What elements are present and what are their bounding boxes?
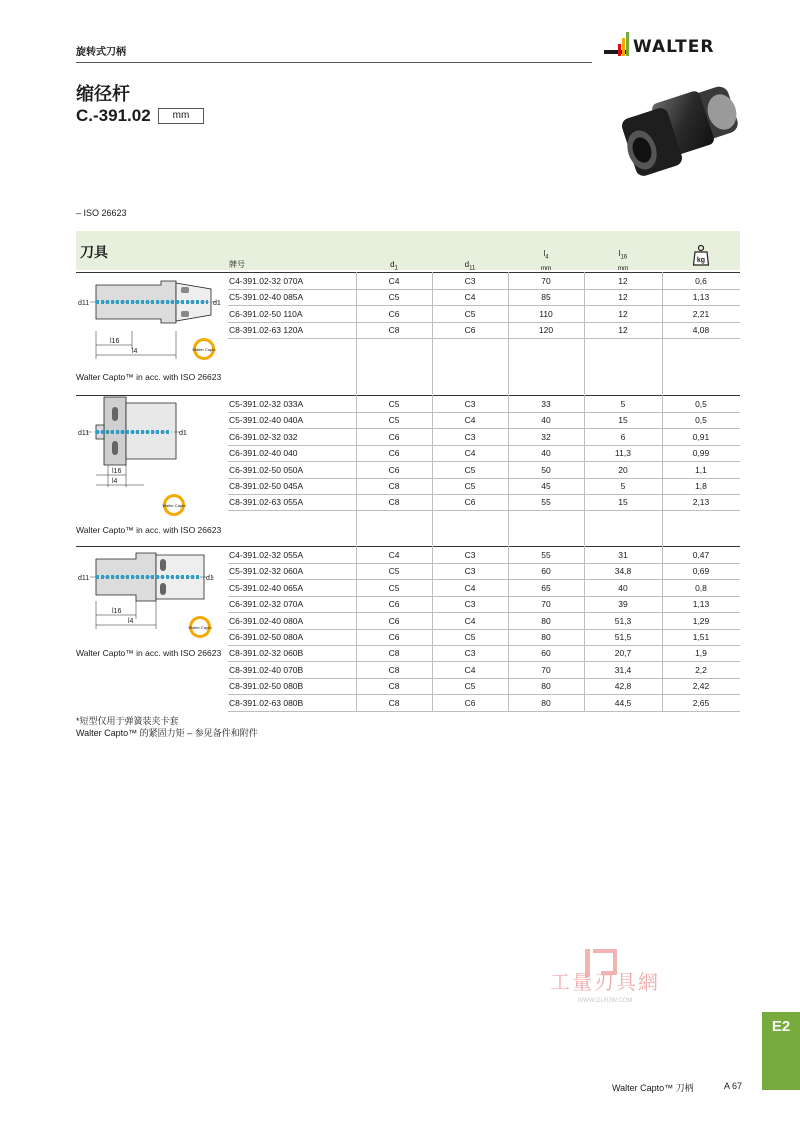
cell-code: C6-391.02-50 110A — [229, 308, 303, 319]
cell-l16: 6 — [620, 431, 626, 442]
cell-d1: C6 — [388, 615, 400, 626]
cell-kg: 2,2 — [695, 664, 707, 675]
cell-l16: 12 — [618, 325, 628, 336]
dim-d11: d11 — [78, 430, 90, 437]
cell-l4: 80 — [541, 697, 551, 708]
cell-kg: 1,1 — [695, 464, 707, 475]
cell-d1: C8 — [388, 325, 400, 336]
cell-l4: 55 — [541, 497, 551, 508]
capto-standard-note: Walter Capto™ in acc. with ISO 26623 — [76, 372, 222, 382]
cell-l16: 34,8 — [614, 566, 632, 577]
cell-kg: 0,91 — [692, 431, 710, 442]
row-divider — [228, 711, 740, 712]
cell-l16: 11,3 — [615, 448, 631, 459]
drawing-stepped-shank — [76, 549, 226, 641]
cell-code: C6-391.02-40 040 — [229, 448, 298, 459]
weight-unit-label: kg — [696, 257, 706, 264]
capto-badge-icon — [162, 494, 186, 516]
cell-l16: 51,5 — [614, 632, 632, 642]
cell-kg: 2,13 — [692, 497, 710, 508]
cell-kg: 2,42 — [692, 681, 710, 692]
page-number: A 67 — [724, 1081, 743, 1091]
dim-d11: d11 — [78, 300, 90, 307]
cell-l4: 60 — [541, 648, 551, 659]
cell-d1: C8 — [388, 664, 400, 675]
dim-l16: l16 — [112, 608, 122, 615]
drawing-short-shank — [76, 395, 226, 520]
footnote-collet: *短型仅用于弹簧装夹卡套 — [76, 716, 179, 726]
cell-code: C6-391.02-32 070A — [229, 599, 304, 610]
standard-note: – ISO 26623 — [76, 208, 127, 218]
cell-code: C4-391.02-32 070A — [229, 276, 304, 286]
watermark-logo-icon — [535, 945, 675, 991]
cell-l4: 50 — [541, 464, 551, 475]
cell-d11: C5 — [464, 681, 476, 692]
dim-l16: l16 — [112, 468, 122, 475]
cell-d11: C5 — [464, 464, 476, 475]
cell-l4: 40 — [541, 448, 551, 459]
col-header-code: 牌号 — [229, 260, 245, 269]
cell-kg: 0,5 — [695, 399, 707, 409]
dim-l4: l4 — [132, 348, 138, 355]
cell-l4: 33 — [541, 399, 551, 409]
cell-d1: C5 — [388, 582, 400, 593]
page-title: 缩径杆 — [76, 84, 130, 104]
cell-d11: C6 — [464, 497, 476, 508]
col-header-d1: $d_1$ — [390, 260, 398, 272]
cell-d11: C4 — [464, 664, 476, 675]
dim-d1: d1 — [213, 300, 221, 307]
cell-l16: 12 — [618, 276, 628, 286]
cell-d1: C8 — [388, 681, 400, 692]
cell-code: C8-391.02-50 080B — [229, 681, 304, 692]
cell-code: C6-391.02-40 080A — [229, 615, 304, 626]
cell-code: C5-391.02-32 060A — [229, 566, 304, 577]
watermark — [535, 945, 675, 1025]
cell-l16: 5 — [620, 399, 626, 409]
dim-d11: d11 — [78, 575, 90, 582]
cell-d11: C5 — [464, 481, 476, 491]
row-divider — [228, 338, 740, 339]
dim-d1: d1 — [179, 430, 187, 437]
cell-d1: C8 — [388, 697, 400, 708]
cell-d11: C4 — [464, 448, 476, 459]
col-header-l16: $l_{16}$ mm — [617, 249, 629, 272]
cell-d1: C4 — [388, 276, 400, 286]
cell-d11: C4 — [464, 415, 476, 426]
cell-code: C6-391.02-32 032 — [229, 431, 298, 442]
cell-code: C6-391.02-50 080A — [229, 632, 304, 642]
cell-l4: 65 — [541, 582, 551, 593]
cell-code: C8-391.02-32 060B — [229, 648, 304, 659]
cell-d1: C5 — [388, 292, 400, 303]
capto-badge-icon — [192, 338, 216, 360]
cell-l4: 40 — [541, 415, 551, 426]
footnote-torque: Walter Capto™ 的紧固力矩 – 参见备件和附件 — [76, 728, 258, 738]
capto-standard-note: Walter Capto™ in acc. with ISO 26623 — [76, 648, 222, 658]
cell-d11: C4 — [464, 615, 476, 626]
cell-l4: 70 — [541, 599, 551, 610]
cell-d1: C6 — [388, 464, 400, 475]
col-header-l4: $l_4$ mm — [540, 249, 552, 272]
cell-l16: 42,8 — [614, 681, 632, 692]
dim-l16: l16 — [110, 338, 120, 345]
walter-logo — [600, 30, 740, 62]
cell-kg: 0,99 — [692, 448, 710, 459]
cell-l16: 44,5 — [614, 697, 632, 708]
row-divider — [228, 510, 740, 511]
cell-d11: C3 — [464, 566, 476, 577]
watermark-url: WWW.GLRJW.COM — [577, 998, 633, 1004]
cell-l16: 20,7 — [614, 648, 632, 659]
svg-text:Walter Capto: Walter Capto — [162, 503, 186, 508]
cell-d11: C3 — [464, 550, 476, 560]
cell-d11: C3 — [464, 648, 476, 659]
cell-code: C8-391.02-63 120A — [229, 325, 304, 336]
cell-code: C8-391.02-50 045A — [229, 481, 304, 491]
brand-name: WALTER — [633, 37, 715, 57]
cell-l4: 70 — [541, 664, 551, 675]
cell-l16: 40 — [618, 582, 628, 593]
cell-d1: C6 — [388, 431, 400, 442]
cell-d11: C4 — [464, 582, 476, 593]
footer-title: Walter Capto™ 刀柄 — [612, 1083, 694, 1093]
cell-l16: 15 — [618, 497, 628, 508]
product-image — [618, 82, 746, 182]
cell-d11: C5 — [464, 632, 476, 642]
cell-code: C5-391.02-40 065A — [229, 582, 304, 593]
cell-kg: 1,13 — [692, 292, 710, 303]
weight-icon — [693, 244, 709, 266]
header-rule — [76, 62, 592, 63]
svg-text:Walter Capto: Walter Capto — [188, 625, 212, 630]
cell-d11: C5 — [464, 308, 476, 319]
cell-kg: 0,8 — [695, 582, 707, 593]
dim-d1: d1 — [206, 575, 214, 582]
cell-kg: 0,5 — [695, 415, 707, 426]
cell-code: C5-391.02-40 085A — [229, 292, 304, 303]
cell-l16: 12 — [618, 308, 628, 319]
drawing-long-shank — [76, 273, 226, 373]
cell-d1: C8 — [388, 481, 400, 491]
cell-l16: 39 — [618, 599, 628, 610]
cell-l4: 80 — [541, 615, 551, 626]
cell-kg: 1,8 — [695, 481, 707, 491]
cell-l4: 110 — [539, 308, 553, 319]
cell-d1: C6 — [388, 308, 400, 319]
cell-l4: 120 — [538, 325, 554, 336]
cell-code: C5-391.02-32 033A — [229, 399, 304, 409]
cell-l16: 31,4 — [614, 664, 632, 675]
cell-code: C8-391.02-40 070B — [229, 664, 304, 675]
cell-l4: 32 — [541, 431, 551, 442]
cell-l16: 12 — [618, 292, 628, 303]
cell-code: C5-391.02-40 040A — [229, 415, 304, 426]
cell-code: C4-391.02-32 055A — [229, 550, 304, 560]
cell-d1: C8 — [388, 497, 400, 508]
cell-l4: 55 — [541, 550, 551, 560]
cell-kg: 0,69 — [692, 566, 710, 577]
cell-d11: C6 — [464, 697, 476, 708]
cell-l16: 15 — [618, 415, 628, 426]
cell-kg: 1,29 — [692, 615, 710, 626]
cell-kg: 4,08 — [692, 325, 710, 336]
dim-l4: l4 — [112, 478, 118, 485]
cell-l4: 70 — [541, 276, 551, 286]
svg-text:Walter Capto: Walter Capto — [192, 347, 216, 352]
col-header-d11: $d_{11}$ — [464, 260, 476, 272]
cell-kg: 2,21 — [692, 308, 710, 319]
cell-d11: C6 — [464, 325, 476, 336]
section-label: 旋转式刀柄 — [76, 47, 126, 58]
cell-l4: 85 — [541, 292, 551, 303]
cell-l4: 60 — [541, 566, 551, 577]
capto-badge-icon — [188, 616, 212, 638]
cell-l16: 31 — [618, 550, 628, 560]
chapter-tab — [762, 1012, 800, 1090]
cell-d1: C6 — [388, 448, 400, 459]
band-title: 刀具 — [80, 244, 108, 260]
cell-l16: 5 — [620, 481, 626, 491]
cell-kg: 0,6 — [695, 276, 707, 286]
cell-kg: 1,13 — [692, 599, 710, 610]
capto-standard-note: Walter Capto™ in acc. with ISO 26623 — [76, 525, 222, 535]
product-code: C.-391.02 — [76, 106, 151, 125]
dim-l4: l4 — [128, 618, 134, 625]
cell-l4: 80 — [541, 681, 551, 692]
cell-d1: C6 — [388, 599, 400, 610]
cell-d1: C5 — [388, 399, 400, 409]
watermark-text: 工量刃具網 — [550, 970, 660, 991]
cell-d11: C3 — [464, 399, 476, 409]
cell-kg: 2,65 — [692, 697, 710, 708]
cell-d11: C3 — [464, 599, 476, 610]
cell-code: C8-391.02-63 080B — [229, 697, 304, 708]
unit-badge: mm — [158, 108, 204, 124]
cell-code: C6-391.02-50 050A — [229, 464, 304, 475]
cell-d1: C5 — [388, 415, 400, 426]
cell-l4: 45 — [541, 481, 551, 491]
cell-d1: C6 — [388, 632, 400, 642]
cell-l16: 51,3 — [614, 615, 632, 626]
cell-kg: 1,51 — [692, 632, 710, 642]
cell-d1: C4 — [388, 550, 400, 560]
cell-l16: 20 — [618, 464, 628, 475]
cell-code: C8-391.02-63 055A — [229, 497, 304, 508]
cell-l4: 80 — [541, 632, 551, 642]
cell-kg: 1,9 — [695, 648, 707, 659]
cell-d11: C3 — [464, 431, 476, 442]
cell-d11: C3 — [464, 276, 476, 286]
chapter-tab-label: E2 — [771, 1018, 791, 1035]
cell-d1: C8 — [388, 648, 400, 659]
cell-d1: C5 — [388, 566, 400, 577]
cell-kg: 0,47 — [692, 550, 710, 560]
cell-d11: C4 — [464, 292, 476, 303]
